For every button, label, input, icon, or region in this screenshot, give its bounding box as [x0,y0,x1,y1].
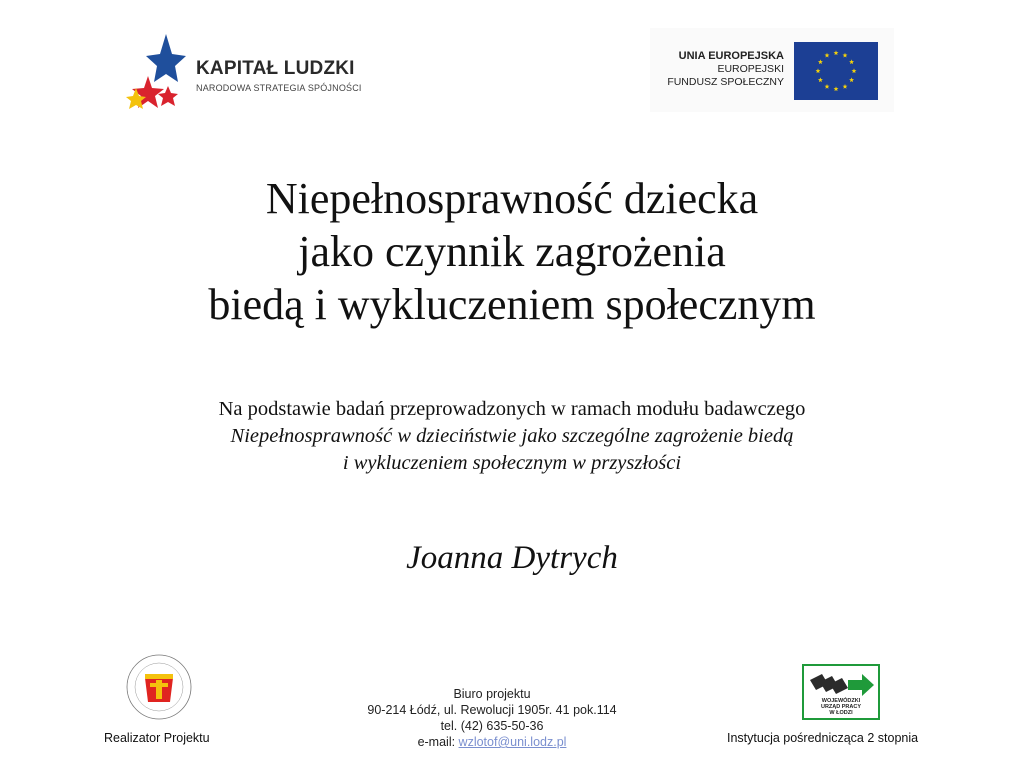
kapital-ludzki-star-icon [126,30,188,116]
eu-flag-icon [794,42,878,100]
subtitle-line-1: Na podstawie badań przeprowadzonych w ramach modułu badawczego [218,398,806,420]
office-email-link[interactable]: wzlotof@uni.lodz.pl [458,735,567,749]
kapital-ludzki-title: KAPITAŁ LUDZKI [196,58,355,79]
kapital-ludzki-logo [120,28,380,118]
wup-line3: W ŁODZI [829,710,853,716]
university-lodz-seal-icon [124,652,194,722]
eu-line1: UNIA EUROPEJSKA [678,50,784,62]
author-name: Joanna Dytrych [406,540,618,576]
office-email-label: e-mail: [417,735,459,749]
wup-lodz-logo [802,664,880,720]
wup-arrow-icon [804,668,878,702]
wup-line1: WOJEWÓDZKI [821,698,861,704]
eu-line3: FUNDUSZ SPOŁECZNY [667,76,784,88]
subtitle-block [0,396,1024,477]
title-line-2: jako czynnik zagrożenia [298,227,726,276]
title-line-3: biedą i wykluczeniem społecznym [208,280,816,329]
kapital-ludzki-subtitle: NARODOWA STRATEGIA SPÓJNOŚCI [196,83,362,93]
instytucja-label: Instytucja pośrednicząca 2 stopnia [727,731,919,745]
office-title: Biuro projektu [453,687,531,701]
office-email-row [312,734,672,750]
eu-line2: EUROPEJSKI [717,63,784,75]
subtitle-line-3: i wykluczeniem społecznym w przyszłości [342,452,682,474]
title-line-1: Niepełnosprawność dziecka [265,174,759,223]
eu-logo [650,28,894,112]
office-address: 90-214 Łódź, ul. Rewolucji 1905r. 41 pok.114 [367,703,617,717]
wup-line2: URZĄD PRACY [820,704,862,710]
presentation-title [0,172,1024,331]
subtitle-line-2: Niepełnosprawność w dzieciństwie jako szczególne zagrożenie biedą [230,425,794,447]
project-office-info [312,686,672,750]
realizator-label: Realizator Projektu [104,731,210,745]
office-phone: tel. (42) 635-50-36 [440,719,544,733]
